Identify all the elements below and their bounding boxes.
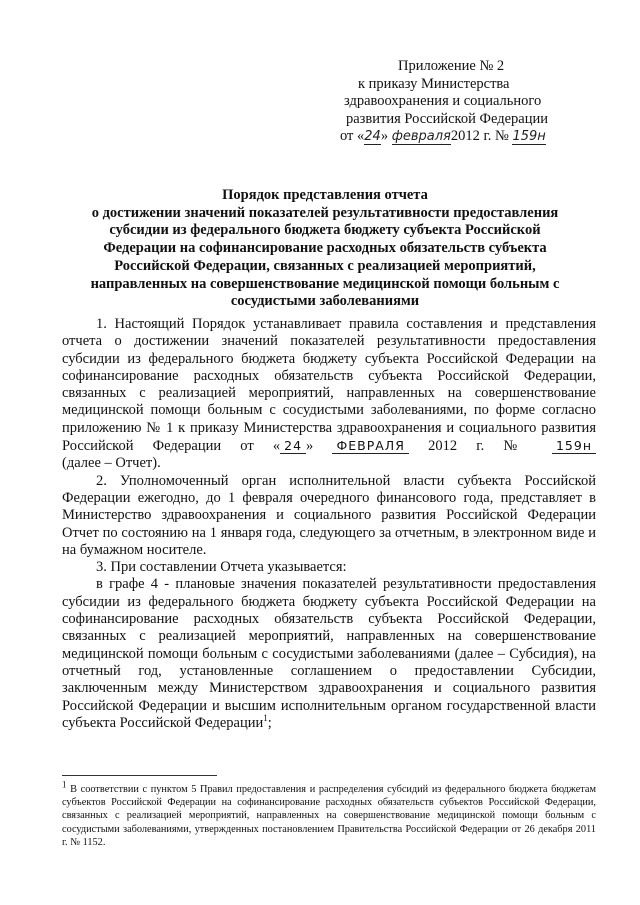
annex-date-month: февраля [391, 129, 451, 144]
paragraph-4-end: ; [267, 714, 272, 731]
paragraph-1-year: 2012 г. № [428, 438, 533, 455]
annex-federation-line: развития Российской Федерации [346, 110, 548, 127]
paragraph-4 [62, 576, 596, 732]
paragraph-1-sep: » [306, 438, 314, 455]
paragraph-1-text: 1. Настоящий Порядок устанавливает правила составления и представления отчета о достижении значений показателей результативности предоставления субсидии из федерального бюджета бюджету субъекта Российской Федерации на софинансирование расходных обязательств субъекта Российской Федерации, связанных с реализацией мероприятий, направленных на совершенствование медицинской помощи больным с сосудистыми заболеваниями, по форме согласно приложению № 1 к приказу Министерства здравоохранения и социального развития Российской Федерации от « [62, 316, 596, 455]
annex-date-line [340, 128, 580, 146]
handwritten-month: ФЕВРАЛЯ [332, 438, 408, 454]
handwritten-day: 24 [280, 438, 306, 454]
title-line: направленных на совершенствование медицинской помощи больным с [90, 275, 560, 292]
annex-number: Приложение № 2 [398, 58, 505, 74]
title-line: Порядок представления отчета [222, 187, 428, 203]
footnote-marker: 1 [62, 779, 67, 790]
title-line: Российской Федерации, связанных с реализацией мероприятий, [114, 257, 536, 274]
document-title [55, 187, 595, 311]
annex-date-prefix: от « [340, 128, 365, 144]
footnote [62, 779, 596, 849]
paragraph-2: 2. Уполномоченный орган исполнительной власти субъекта Российской Федерации ежегодно, до 1 февраля очередного финансового года, представляет в Министерство здравоохранения и социального развития Российской Федерации Отчет по состоянию на 1 января года, следующего за отчетным, в электронном виде и на бумажном носителе. [62, 472, 596, 558]
annex-date-day: 24 [364, 129, 381, 144]
annex-header [340, 58, 580, 146]
paragraph-4-text: в графе 4 - плановые значения показателей результативности предоставления субсидии из федерального бюджета бюджету субъекта Российской Федерации на софинансирование расходных обязательств субъекта Российской Федерации, связанных с реализацией мероприятий, направленных на совершенствование медицинской помощи больным с сосудистыми заболеваниями (далее – Субсидия), на отчетный год, установленные соглашением о предоставлении Субсидии, заключенным между Министерством здравоохранения и социального развития Российской Федерации и высшим исполнительным органом государственной власти субъекта Российской Федерации [62, 576, 596, 731]
title-line: о достижении значений показателей результативности предоставления [91, 204, 559, 221]
paragraph-1 [62, 316, 596, 455]
annex-order-number: 159н [512, 129, 546, 144]
annex-date-year: 2012 г. № [450, 128, 509, 144]
handwritten-order-number: 159н [552, 438, 596, 454]
paragraph-1-end: (далее – Отчет). [62, 455, 161, 472]
annex-order-line: к приказу Министерства [358, 75, 510, 92]
footnote-divider [62, 775, 217, 776]
document-body [62, 316, 596, 732]
title-line: Федерации на софинансирование расходных обязательств субъекта [103, 240, 547, 257]
title-line: сосудистыми заболеваниями [230, 293, 420, 310]
title-line: субсидии из федерального бюджета бюджету субъекта Российской [109, 222, 541, 239]
paragraph-3: 3. При составлении Отчета указывается: [96, 559, 347, 576]
annex-date-sep: » [380, 128, 389, 144]
footnote-ref: 1 [263, 713, 268, 723]
annex-ministry-line: здравоохранения и социального [344, 93, 542, 109]
footnote-text: В соответствии с пунктом 5 Правил предоставления и распределения субсидий из федерального бюджета бюджетам субъектов Российской Федерации на софинансирование расходных обязательств субъектов Российской Федерации, связанных с реализацией мероприятий, направленных на совершенствование медицинской помощи больным с сосудистыми заболеваниями, утвержденных постановлением Правительства Российской Федерации от 26 декабря 2011 г. № 1152. [62, 784, 596, 848]
